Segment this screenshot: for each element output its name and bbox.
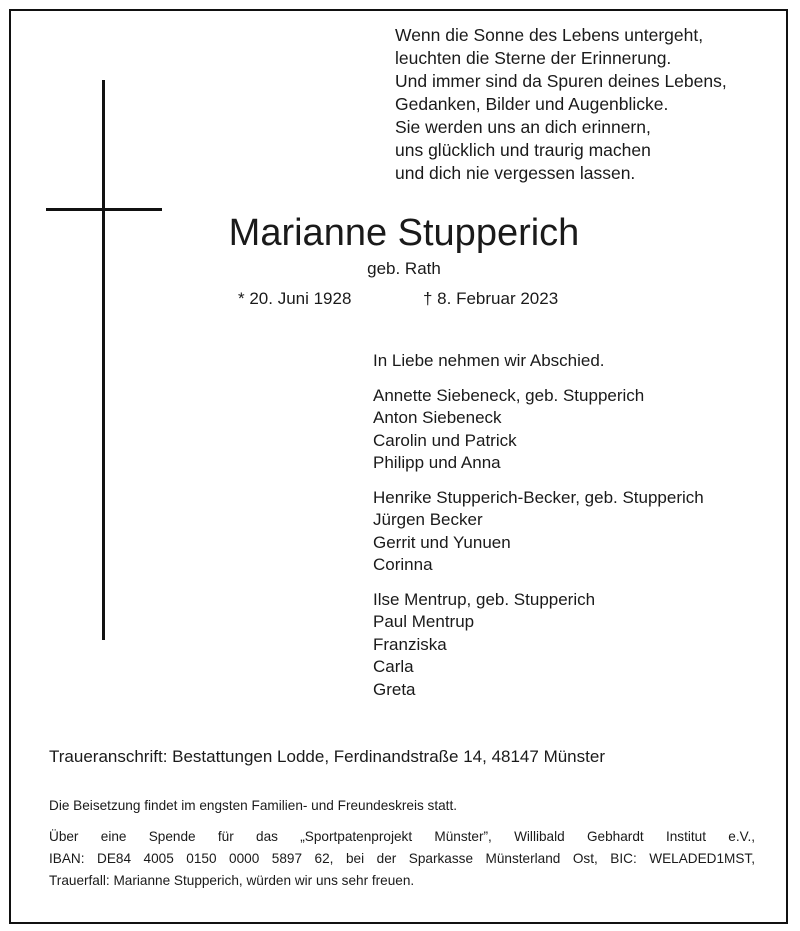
donation-note [49, 826, 755, 892]
family-member: Greta [373, 679, 416, 699]
maiden-name: geb. Rath [367, 259, 441, 278]
cross-icon-vertical-bar [102, 80, 105, 640]
poem-line: leuchten die Sterne der Erinnerung. [395, 48, 672, 68]
farewell-text: In Liebe nehmen wir Abschied. [373, 351, 605, 370]
deceased-name: Marianne Stupperich [228, 212, 580, 254]
family-member: Annette Siebeneck, geb. Stupperich [373, 385, 645, 405]
condolence-address: Traueranschrift: Bestattungen Lodde, Ferdinandstraße 14, 48147 Münster [49, 747, 605, 766]
burial-note: Die Beisetzung findet im engsten Familien- und Freundeskreis statt. [49, 798, 458, 813]
family-member: Gerrit und Yunuen [373, 532, 511, 552]
family-member: Henrike Stupperich-Becker, geb. Stupperich [373, 487, 704, 507]
family-group [373, 487, 704, 577]
family-member: Jürgen Becker [373, 510, 483, 529]
family-member: Anton Siebeneck [373, 408, 502, 427]
poem [395, 24, 727, 185]
poem-line: Und immer sind da Spuren deines Lebens, [395, 71, 727, 91]
poem-line: Gedanken, Bilder und Augenblicke. [395, 94, 669, 114]
family-member: Ilse Mentrup, geb. Stupperich [373, 589, 596, 609]
poem-line: und dich nie vergessen lassen. [395, 163, 636, 183]
family-group [373, 385, 704, 475]
family-group [373, 589, 704, 702]
family-member: Philipp und Anna [373, 453, 501, 472]
donation-line: Über eine Spende für das „Sportpatenprojekt Münster”, Willibald Gebhardt Institut e.V., [49, 829, 755, 844]
family-member: Paul Mentrup [373, 612, 475, 631]
family-signatures [373, 350, 704, 701]
donation-line: Trauerfall: Marianne Stupperich, würden wir uns sehr freuen. [49, 873, 415, 888]
poem-line: Wenn die Sonne des Lebens untergeht, [395, 25, 704, 45]
family-member: Carolin und Patrick [373, 430, 517, 450]
poem-line: Sie werden uns an dich erinnern, [395, 117, 651, 137]
death-date: † 8. Februar 2023 [423, 289, 559, 308]
poem-line: uns glücklich und traurig machen [395, 140, 651, 160]
birth-date: * 20. Juni 1928 [238, 289, 352, 308]
family-member: Franziska [373, 634, 447, 654]
family-member: Carla [373, 657, 414, 676]
donation-line: IBAN: DE84 4005 0150 0000 5897 62, bei der Sparkasse Münsterland Ost, BIC: WELADED1MST, [49, 851, 755, 866]
family-member: Corinna [373, 555, 433, 574]
